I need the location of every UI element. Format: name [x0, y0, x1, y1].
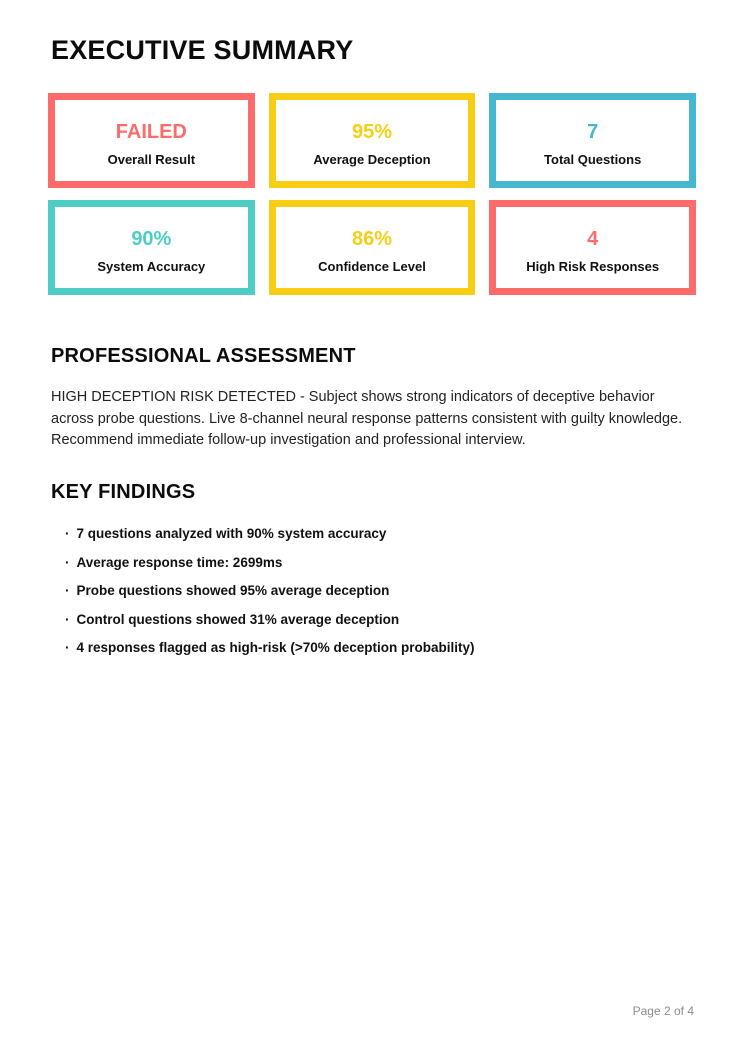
stat-card-total-questions	[489, 93, 696, 188]
page-number: Page 2 of 4	[632, 1004, 694, 1018]
list-item	[65, 556, 693, 570]
stat-card-label: High Risk Responses	[526, 258, 660, 274]
summary-cards-grid	[48, 93, 696, 295]
list-item-text: Average response time: 2699ms	[76, 554, 283, 570]
assessment-paragraph: HIGH DECEPTION RISK DETECTED - Subject shows strong indicators of deceptive behavior across probe questions. Live 8-channel neural response patterns consistent with guilty knowledge. Recommend immediate follow-up investigation and professional interview.	[51, 389, 683, 448]
list-item	[65, 641, 693, 655]
list-item-text: 7 questions analyzed with 90% system accuracy	[76, 526, 387, 541]
stat-card-label: Total Questions	[544, 151, 642, 167]
stat-card-average-deception	[269, 93, 476, 188]
stat-card-overall-result	[48, 93, 255, 188]
stat-card-confidence-level	[269, 200, 476, 295]
bullet-dot: ·	[65, 611, 70, 627]
page-title: EXECUTIVE SUMMARY	[51, 35, 354, 66]
stat-card-label: Average Deception	[313, 151, 431, 167]
stat-card-system-accuracy	[48, 200, 255, 295]
stat-card-value: 95%	[351, 120, 392, 143]
list-item-text: Control questions showed 31% average deception	[76, 611, 400, 627]
professional-assessment-section	[51, 345, 693, 452]
stat-card-value: 86%	[351, 227, 392, 250]
stat-card-value: FAILED	[115, 120, 187, 143]
stat-card-label: Confidence Level	[318, 258, 426, 274]
stat-card-value: 7	[587, 120, 599, 143]
key-findings-list	[51, 527, 693, 655]
stat-card-label: Overall Result	[107, 151, 196, 167]
bullet-dot: ·	[65, 526, 70, 541]
stat-card-value: 4	[587, 227, 599, 250]
stat-card-label: System Accuracy	[97, 258, 206, 274]
list-item-text: 4 responses flagged as high-risk (>70% deception probability)	[76, 640, 475, 655]
professional-assessment-heading: PROFESSIONAL ASSESSMENT	[51, 345, 356, 367]
stat-card-high-risk-responses	[489, 200, 696, 295]
bullet-dot: ·	[65, 640, 70, 655]
list-item	[65, 613, 693, 627]
list-item-text: Probe questions showed 95% average deception	[76, 583, 390, 598]
key-findings-section	[51, 481, 693, 670]
list-item	[65, 584, 693, 598]
stat-card-value: 90%	[131, 227, 172, 250]
list-item	[65, 527, 693, 541]
bullet-dot: ·	[65, 583, 70, 598]
key-findings-heading: KEY FINDINGS	[51, 481, 196, 503]
bullet-dot: ·	[65, 554, 70, 570]
